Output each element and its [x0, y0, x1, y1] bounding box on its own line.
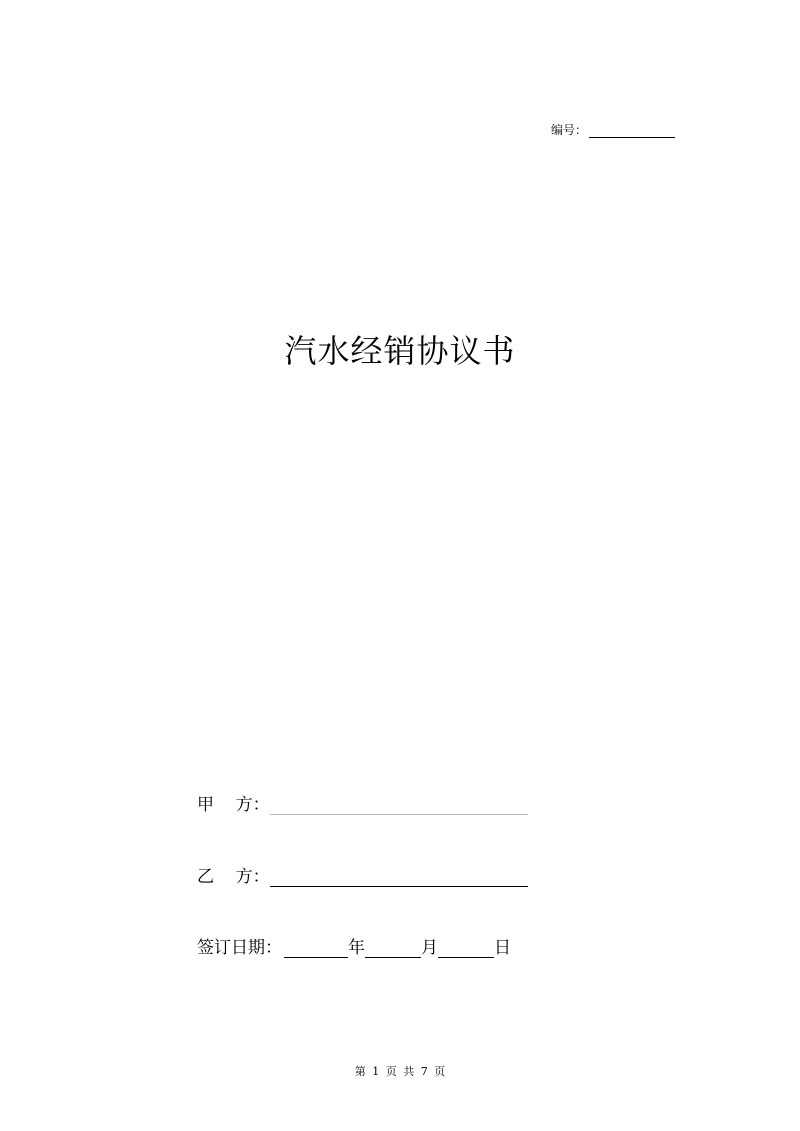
- party-a-field: [197, 790, 528, 815]
- party-b-label: 乙 方：: [197, 867, 270, 887]
- party-a-label: 甲 方：: [197, 795, 270, 815]
- sign-date-field: [197, 933, 511, 958]
- party-b-blank[interactable]: [270, 868, 528, 887]
- document-title: 汽水经销协议书: [284, 332, 516, 370]
- day-blank[interactable]: [438, 939, 494, 958]
- party-a-blank[interactable]: [270, 796, 528, 815]
- page-footer: 第 1 页 共 7 页: [354, 1065, 446, 1078]
- contract-number-label: 编号：: [551, 123, 588, 137]
- year-label: 年: [348, 938, 365, 958]
- day-label: 日: [494, 938, 511, 958]
- month-blank[interactable]: [365, 939, 421, 958]
- party-b-field: [197, 862, 528, 887]
- contract-number-field: [551, 121, 675, 138]
- contract-number-blank[interactable]: [589, 123, 675, 138]
- year-blank[interactable]: [284, 939, 348, 958]
- month-label: 月: [421, 938, 438, 958]
- sign-date-label: 签订日期：: [197, 938, 282, 958]
